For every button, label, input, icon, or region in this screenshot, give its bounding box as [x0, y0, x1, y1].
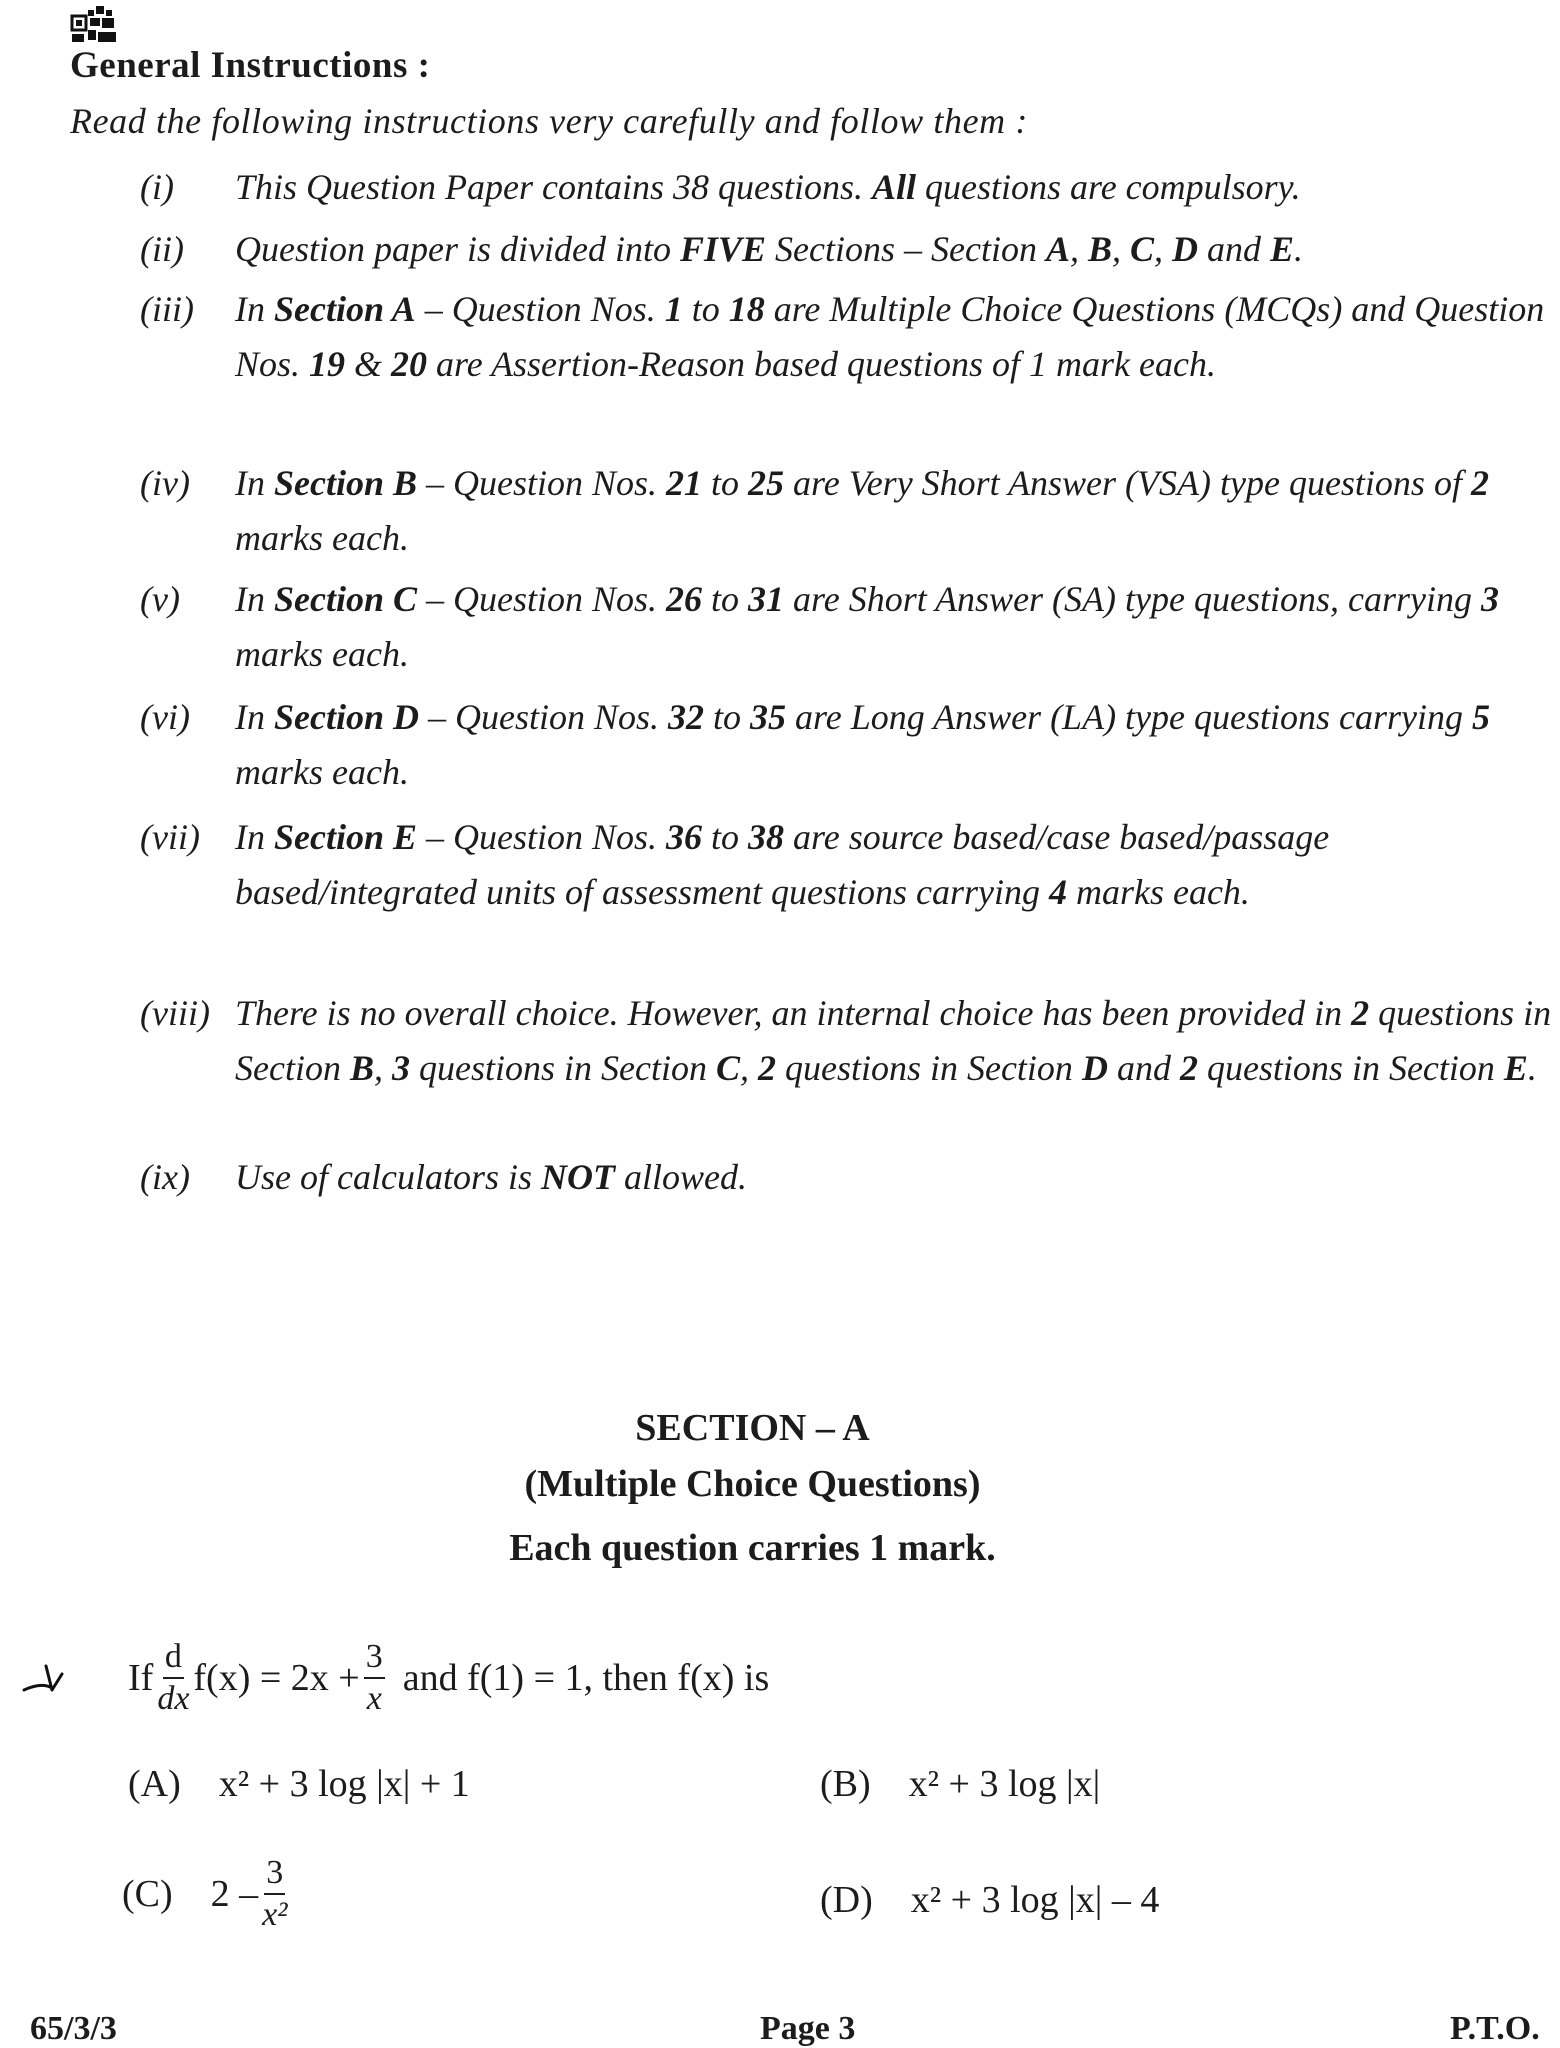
option-label: (B)	[820, 1763, 871, 1805]
option-c-fraction	[262, 1856, 287, 1932]
option-text: x² + 3 log |x|	[908, 1763, 1101, 1805]
option-label: (D)	[820, 1879, 873, 1921]
instruction-number: (viii)	[140, 993, 210, 1033]
instruction-number: (iii)	[140, 289, 194, 329]
option-text: x² + 3 log |x| – 4	[910, 1879, 1160, 1921]
section-subtitle: (Multiple Choice Questions)	[524, 1463, 981, 1505]
instruction-number: (iv)	[140, 463, 190, 503]
fraction-numerator: 3	[364, 1640, 385, 1679]
section-title: SECTION – A	[635, 1407, 870, 1449]
instruction-text: In Section E – Question Nos. 36 to 38 are source based/case based/passage based/integrated units of assessment questions carrying 4 marks each.	[235, 817, 1330, 912]
instruction-number: (ix)	[140, 1157, 190, 1197]
general-instructions-title: General Instructions :	[70, 45, 431, 86]
instruction-text: In Section C – Question Nos. 26 to 31 are Short Answer (SA) type questions, carrying 3 marks each.	[235, 579, 1499, 674]
instruction-number: (vi)	[140, 697, 190, 737]
pto-label: P.T.O.	[1450, 2010, 1540, 2047]
fraction-denominator: dx	[157, 1680, 190, 1717]
instruction-text: Use of calculators is NOT allowed.	[235, 1157, 747, 1197]
instruction-text: Question paper is divided into FIVE Sections – Section A, B, C, D and E.	[235, 229, 1304, 269]
option-a[interactable]	[128, 1762, 470, 1806]
option-label: (A)	[128, 1763, 181, 1805]
q1-suffix: and f(1) = 1, then f(x) is	[402, 1657, 770, 1699]
fraction-denominator: x	[366, 1680, 382, 1717]
instructions-subtitle: Read the following instructions very carefully and follow them :	[70, 101, 1028, 141]
instruction-item	[140, 456, 1560, 566]
option-d[interactable]	[820, 1878, 1159, 1922]
instruction-item	[140, 282, 1560, 392]
instruction-text: This Question Paper contains 38 questions. All questions are compulsory.	[235, 167, 1301, 207]
instruction-number: (i)	[140, 167, 174, 207]
instruction-number: (v)	[140, 579, 180, 619]
page-number: Page 3	[760, 2010, 856, 2047]
instruction-item	[140, 222, 1560, 277]
option-label: (C)	[122, 1873, 173, 1915]
instruction-item	[140, 690, 1560, 800]
instruction-item	[140, 986, 1560, 1096]
q1-expression: f(x) = 2x +	[193, 1657, 360, 1699]
instruction-item	[140, 810, 1560, 920]
derivative-fraction	[157, 1640, 189, 1716]
option-text: 2 –	[210, 1873, 259, 1915]
option-text: x² + 3 log |x| + 1	[218, 1763, 470, 1805]
fraction-numerator: d	[163, 1640, 184, 1679]
term-fraction	[364, 1640, 385, 1716]
instruction-item	[140, 572, 1560, 682]
instruction-number: (ii)	[140, 229, 184, 269]
instruction-text: In Section A – Question Nos. 1 to 18 are Multiple Choice Questions (MCQs) and Question Nos. 19 & 20 are Assertion-Reason based questions of 1 mark each.	[235, 289, 1545, 384]
handwritten-mark-icon	[22, 1660, 72, 1700]
fraction-numerator: 3	[264, 1856, 285, 1895]
question-1	[128, 1640, 769, 1716]
paper-code: 65/3/3	[30, 2010, 117, 2047]
instruction-number: (vii)	[140, 817, 200, 857]
instruction-text: In Section B – Question Nos. 21 to 25 are Very Short Answer (VSA) type questions of 2 marks each.	[235, 463, 1489, 558]
instruction-text: In Section D – Question Nos. 32 to 35 are Long Answer (LA) type questions carrying 5 marks each.	[235, 697, 1490, 792]
instruction-item	[140, 160, 1560, 215]
fraction-denominator: x²	[262, 1896, 288, 1933]
option-b[interactable]	[820, 1762, 1100, 1806]
marks-note: Each question carries 1 mark.	[509, 1527, 996, 1569]
instruction-item	[140, 1150, 1560, 1205]
q1-prefix: If	[128, 1657, 154, 1699]
option-c[interactable]	[122, 1856, 291, 1932]
instruction-text: There is no overall choice. However, an internal choice has been provided in 2 questions in Section B, 3 questions in Section C, 2 questions in Section D and 2 questions in Section E.	[235, 993, 1552, 1088]
qr-code-icon	[72, 6, 118, 46]
